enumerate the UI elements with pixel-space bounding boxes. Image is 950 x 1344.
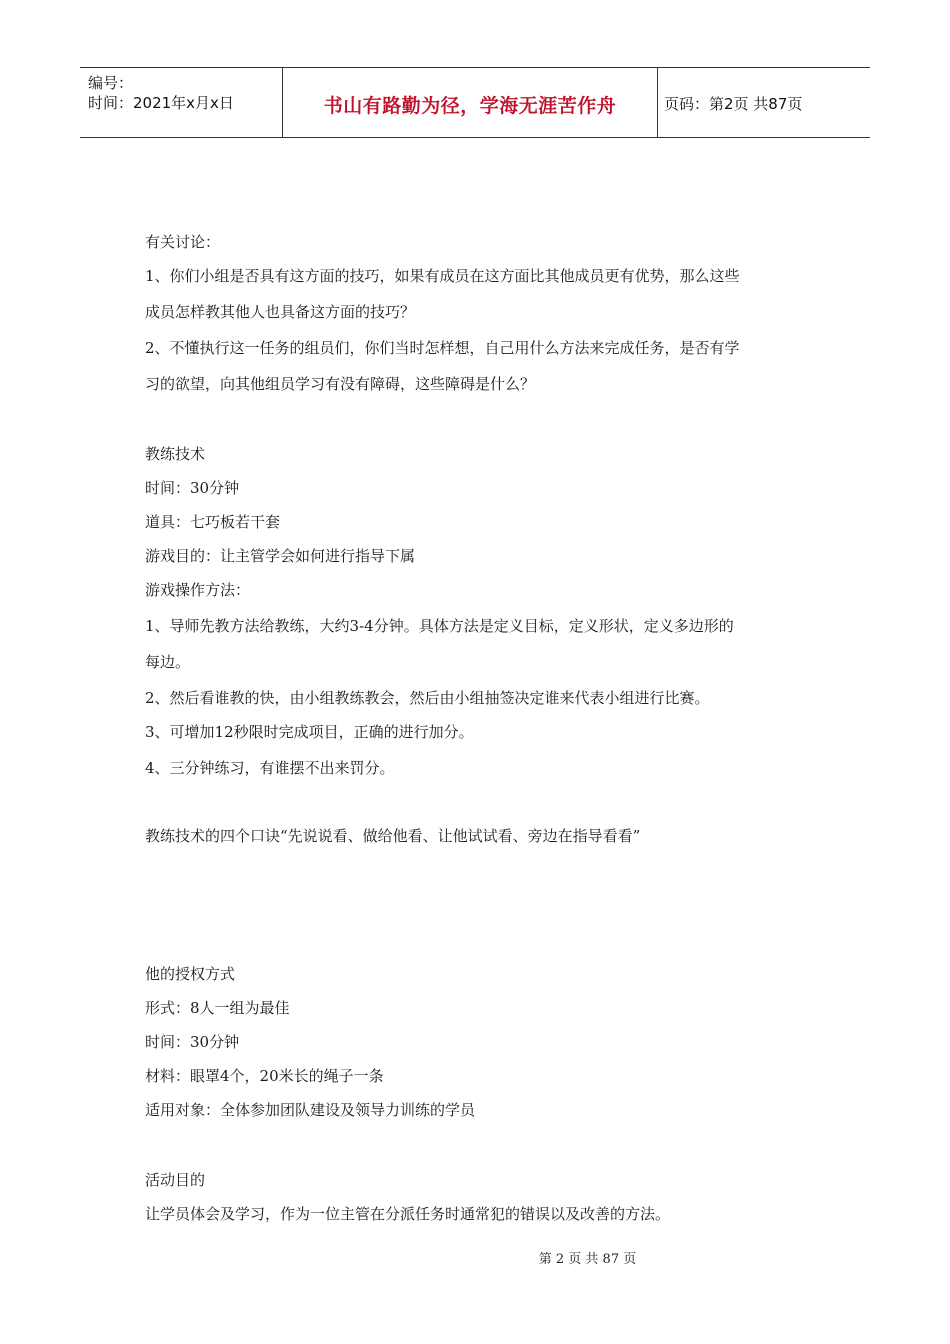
discussion-question-1-line-1: 1、你们小组是否具有这方面的技巧，如果有成员在这方面比其他成员更有优势，那么这些 <box>145 267 740 285</box>
header-motto: 书山有路勤为径，学海无涯苦作舟 <box>323 95 617 117</box>
coaching-step-3: 3、可增加12秒限时完成项目，正确的进行加分。 <box>145 723 474 741</box>
page-header <box>80 67 870 138</box>
activity-text: 让学员体会及学习，作为一位主管在分派任务时通常犯的错误以及改善的方法。 <box>145 1205 671 1223</box>
discussion-question-2-line-2: 习的欲望，向其他组员学习有没有障碍，这些障碍是什么？ <box>145 375 536 393</box>
coaching-time: 时间：30分钟 <box>145 479 240 497</box>
header-meta-cell <box>80 68 283 137</box>
page-footer: 第 2 页 共 87 页 <box>538 1252 637 1267</box>
coaching-step-4: 4、三分钟练习，有谁摆不出来罚分。 <box>145 759 395 777</box>
delegation-audience: 适用对象：全体参加团队建设及领导力训练的学员 <box>145 1101 476 1119</box>
discussion-title: 有关讨论： <box>145 233 221 251</box>
delegation-form: 形式：8人一组为最佳 <box>145 999 290 1017</box>
header-motto-cell <box>283 68 658 137</box>
coaching-method-title: 游戏操作方法： <box>145 581 251 599</box>
delegation-materials: 材料：眼罩4个，20米长的绳子一条 <box>145 1067 384 1085</box>
delegation-time: 时间：30分钟 <box>145 1033 240 1051</box>
discussion-question-1-line-2: 成员怎样教其他人也具备这方面的技巧？ <box>145 303 416 321</box>
activity-title: 活动目的 <box>145 1171 206 1189</box>
discussion-question-2-line-1: 2、不懂执行这一任务的组员们，你们当时怎样想，自己用什么方法来完成任务，是否有学 <box>145 339 740 357</box>
coaching-title: 教练技术 <box>145 445 206 463</box>
document-number-label: 编号： <box>88 74 134 92</box>
delegation-title: 他的授权方式 <box>145 965 236 983</box>
coaching-mantra: 教练技术的四个口诀“先说说看、做给他看、让他试试看、旁边在指导看看” <box>145 827 641 845</box>
document-date: 时间：2021年x月x日 <box>88 94 234 112</box>
coaching-purpose: 游戏目的：让主管学会如何进行指导下属 <box>145 547 416 565</box>
coaching-step-2: 2、然后看谁教的快，由小组教练教会，然后由小组抽签决定谁来代表小组进行比赛。 <box>145 689 710 707</box>
header-page-info: 页码：第2页 共87页 <box>664 95 803 113</box>
coaching-step-1-line-1: 1、导师先教方法给教练，大约3-4分钟。具体方法是定义目标，定义形状，定义多边形的 <box>145 617 734 635</box>
coaching-step-1-line-2: 每边。 <box>145 653 191 671</box>
coaching-props: 道具：七巧板若干套 <box>145 513 281 531</box>
